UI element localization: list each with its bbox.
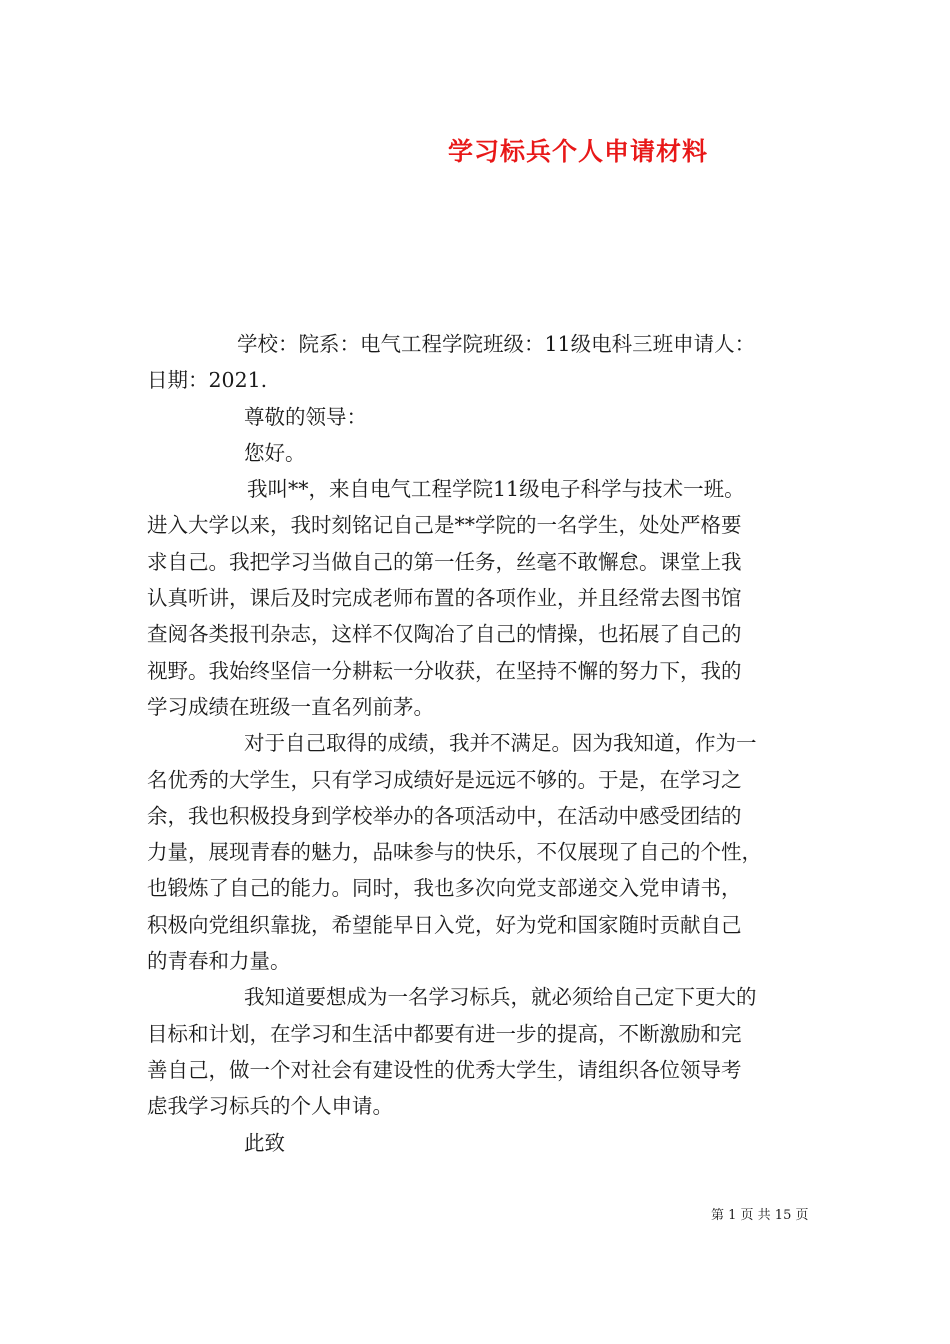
paragraph-line: 求自己。我把学习当做自己的第一任务，丝毫不敢懈怠。课堂上我 [147,549,742,574]
paragraph-line: 虑我学习标兵的个人申请。 [147,1094,393,1119]
paragraph-line: 善自己，做一个对社会有建设性的优秀大学生，请组织各位领导考 [147,1057,742,1082]
paragraph-line: 积极向党组织靠拢，希望能早日入党，好为党和国家随时贡献自己 [147,912,742,937]
paragraph-line: 对于自己取得的成绩，我并不满足。因为我知道，作为一 [244,731,757,756]
header-info-line: 学校：院系：电气工程学院班级：11级电科三班申请人： [237,332,756,356]
paragraph-line: 学习成绩在班级一直名列前茅。 [147,694,434,719]
paragraph-line: 力量，展现青春的魅力，品味参与的快乐，不仅展现了自己的个性， [147,840,762,865]
paragraph-line: 余，我也积极投身到学校举办的各项活动中，在活动中感受团结的 [147,803,742,828]
greeting: 您好。 [244,440,306,465]
paragraph-line: 我叫**，来自电气工程学院11级电子科学与技术一班。 [247,477,745,502]
date-line: 日期：2021. [147,368,268,393]
paragraph-line: 视野。我始终坚信一分耕耘一分收获，在坚持不懈的努力下，我的 [147,658,742,683]
paragraph-line: 的青春和力量。 [147,949,291,974]
document-body [147,326,815,1161]
page-number: 第 1 页 共 15 页 [711,1208,809,1223]
paragraph-line: 查阅各类报刊杂志，这样不仅陶冶了自己的情操，也拓展了自己的 [147,622,742,647]
salutation: 尊敬的领导： [244,404,367,429]
paragraph-line: 认真听讲，课后及时完成老师布置的各项作业，并且经常去图书馆 [147,586,742,611]
closing-line: 此致 [244,1130,285,1155]
document-title: 学习标兵个人申请材料 [448,137,709,166]
paragraph-line: 也锻炼了自己的能力。同时，我也多次向党支部递交入党申请书， [147,876,742,901]
paragraph-line: 目标和计划，在学习和生活中都要有进一步的提高，不断激励和完 [147,1021,742,1046]
paragraph-line: 进入大学以来，我时刻铭记自己是**学院的一名学生，处处严格要 [147,513,742,538]
paragraph-line: 名优秀的大学生，只有学习成绩好是远远不够的。于是，在学习之 [147,767,742,792]
paragraph-line: 我知道要想成为一名学习标兵，就必须给自己定下更大的 [244,985,757,1010]
